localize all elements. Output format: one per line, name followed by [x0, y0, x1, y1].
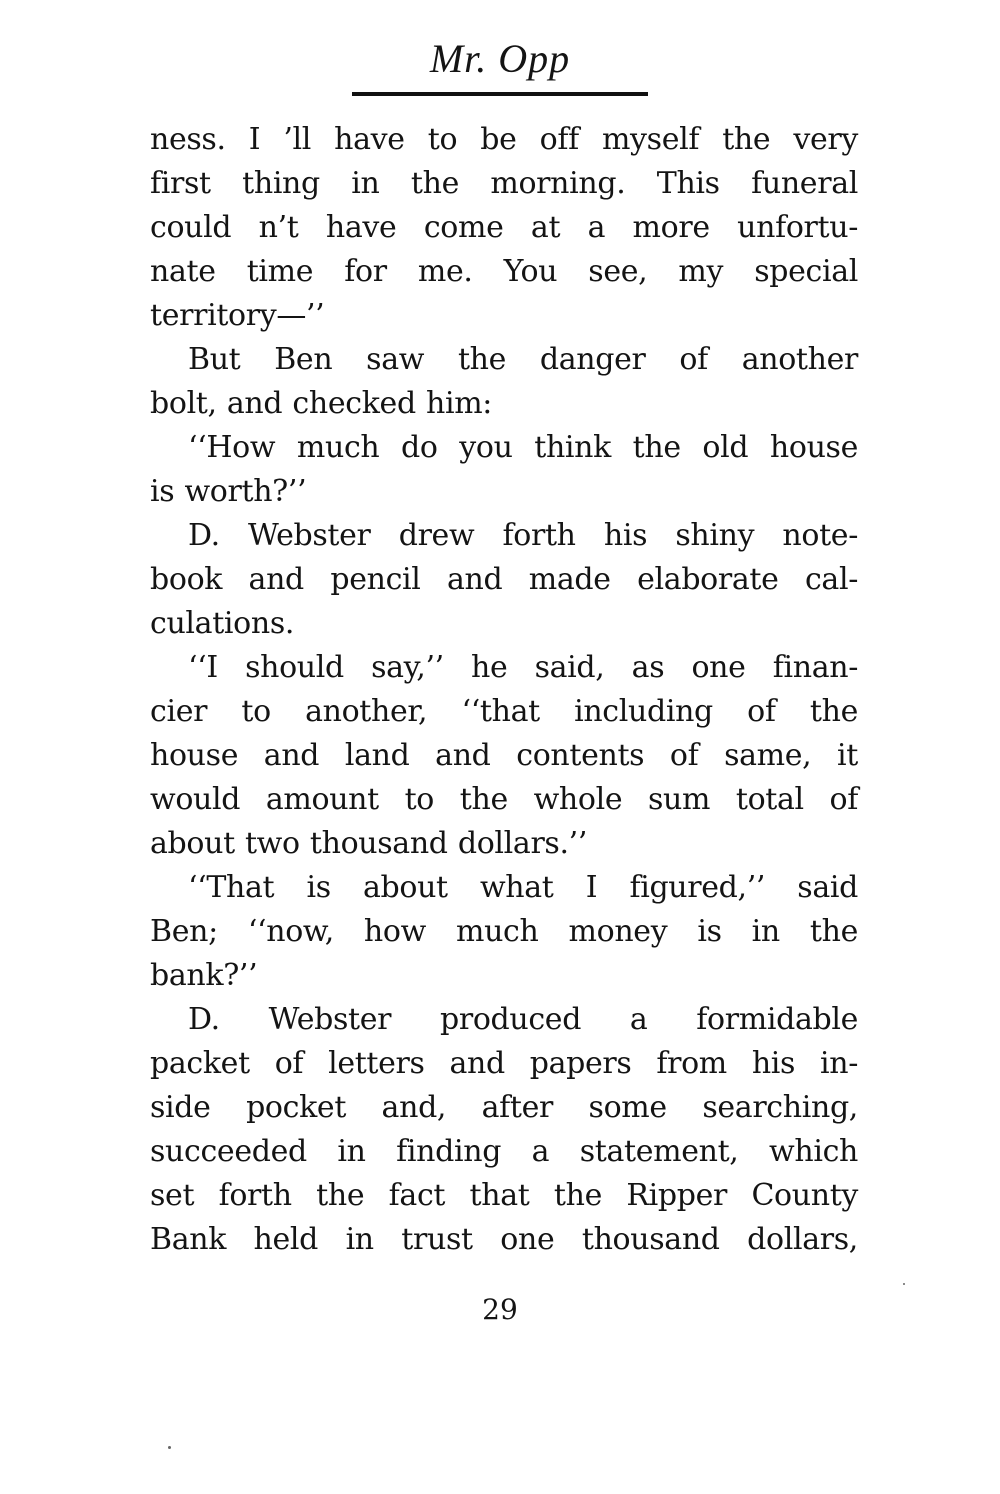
text-line: ‘‘I should say,’’ he said, as one finan- [188, 650, 858, 685]
header-rule [352, 92, 648, 96]
text-line: culations. [150, 606, 295, 641]
text-line: first thing in the morning. This funeral [150, 166, 858, 201]
text-line: Ben; ‘‘now, how much money is in the [150, 914, 858, 949]
text-line: bank?’’ [150, 958, 258, 993]
running-head-title: Mr. Opp [429, 36, 571, 81]
text-line: territory—’’ [150, 298, 325, 333]
text-line: would amount to the whole sum total of [150, 782, 858, 817]
text-line: cier to another, ‘‘that including of the [150, 694, 858, 729]
paper-speck [168, 1446, 171, 1449]
text-line: is worth?’’ [150, 474, 307, 509]
text-line: D. Webster produced a formidable [188, 1002, 858, 1037]
text-line: succeeded in finding a statement, which [150, 1134, 858, 1169]
text-line: set forth the fact that the Ripper County [150, 1178, 858, 1213]
text-line: nate time for me. You see, my special [150, 254, 858, 289]
body-text [150, 118, 858, 1262]
text-line: D. Webster drew forth his shiny note- [188, 518, 858, 553]
text-line: could n’t have come at a more unfortu- [150, 210, 858, 245]
text-line: house and land and contents of same, it [150, 738, 858, 773]
text-line: about two thousand dollars.’’ [150, 826, 588, 861]
paper-speck [903, 1283, 905, 1285]
text-line: book and pencil and made elaborate cal- [150, 562, 858, 597]
text-line: bolt, and checked him: [150, 386, 493, 421]
text-line: packet of letters and papers from his in- [150, 1046, 858, 1081]
text-line: side pocket and, after some searching, [150, 1090, 858, 1125]
text-line: ness. I ’ll have to be off myself the very [150, 122, 858, 157]
text-line: ‘‘That is about what I figured,’’ said [188, 870, 858, 905]
text-line: ‘‘How much do you think the old house [188, 430, 858, 465]
text-line: But Ben saw the danger of another [188, 342, 858, 377]
text-line: Bank held in trust one thousand dollars, [150, 1222, 858, 1257]
page-number: 29 [482, 1293, 518, 1326]
